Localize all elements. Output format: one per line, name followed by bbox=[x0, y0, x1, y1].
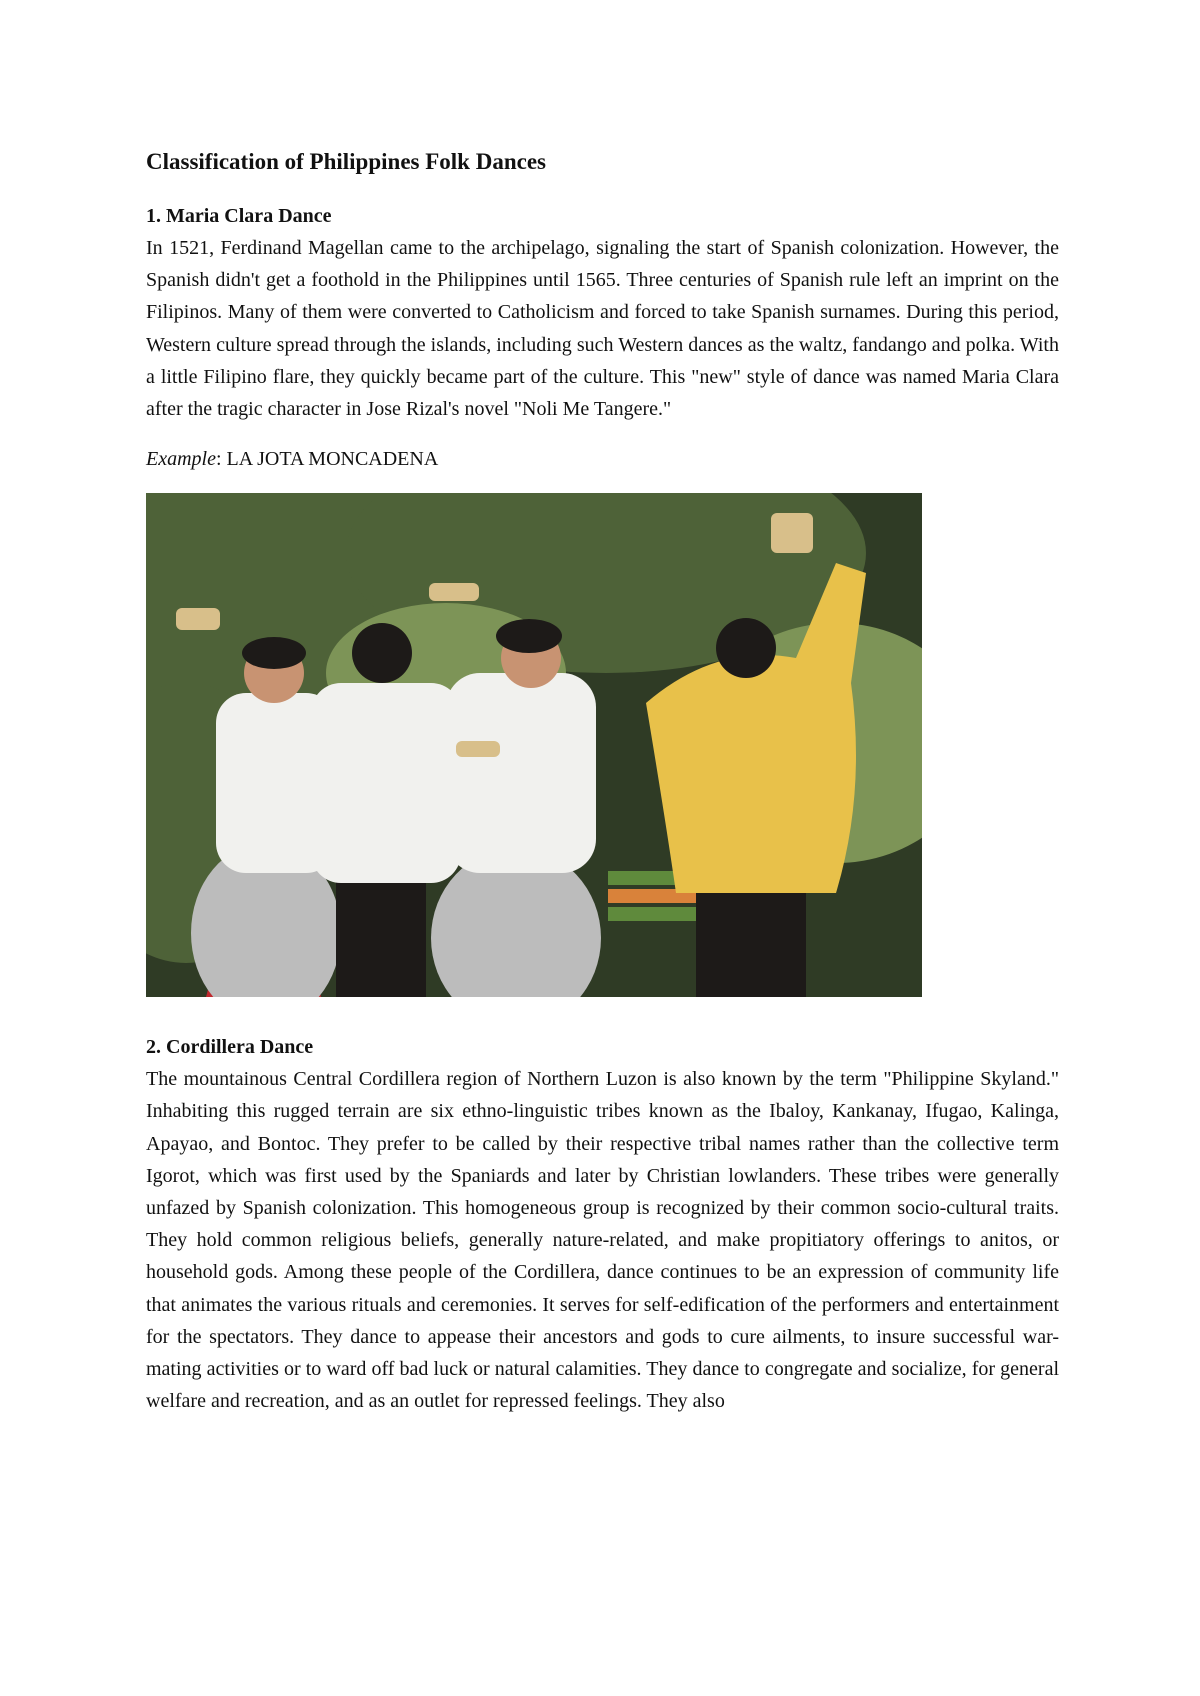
castanet bbox=[456, 741, 500, 757]
section-body: The mountainous Central Cordillera region of Northern Luzon is also known by the term "Philippine Skyland." Inhabiting this rugged terrain are six ethno-linguistic tribes known as the Ibaloy, Kankanay, Ifugao, Kalinga, Apayao, and Bontoc. They prefer to be called by their respective tribal names rather than the collective term Igorot, which was first used by the Spaniards and later by Christian lowlanders. These tribes were generally unfazed by Spanish colonization. This homogeneous group is recognized by their common socio-cultural traits. They hold common religious beliefs, generally nature-related, and make propitiatory offerings to anitos, or household gods. Among these people of the Cordillera, dance continues to be an expression of community life that animates the various rituals and ceremonies. It serves for self-edification of the performers and entertainment for the spectators. They dance to appease their ancestors and gods to cure ailments, to insure successful war-mating activities or to ward off bad luck or natural calamities. They dance to congregate and socialize, for general welfare and recreation, and as an outlet for repressed feelings. They also bbox=[146, 1068, 1059, 1413]
dancer-trousers bbox=[336, 873, 426, 997]
dancer-hair bbox=[496, 619, 562, 653]
dancer-barong bbox=[311, 683, 461, 883]
section-heading: 2. Cordillera Dance bbox=[146, 1036, 314, 1059]
example-value: : LA JOTA MONCADENA bbox=[215, 448, 439, 471]
dancer-hair bbox=[242, 637, 306, 669]
dance-photo-illustration bbox=[146, 493, 922, 997]
example-label: Example bbox=[146, 448, 216, 471]
section-maria-clara bbox=[146, 200, 1059, 997]
dancer-head bbox=[716, 618, 776, 678]
castanet bbox=[176, 608, 220, 630]
document-page bbox=[146, 146, 1059, 1417]
garden-chair bbox=[608, 907, 698, 921]
castanet bbox=[429, 583, 479, 601]
section-cordillera bbox=[146, 1031, 1059, 1417]
dancer-head bbox=[352, 623, 412, 683]
example-line bbox=[146, 443, 1059, 475]
castanet bbox=[771, 513, 813, 553]
section-body: In 1521, Ferdinand Magellan came to the archipelago, signaling the start of Spanish colonization. However, the Spanish didn't get a foothold in the Philippines until 1565. Three centuries of Spanish rule left an imprint on the Filipinos. Many of them were converted to Catholicism and forced to take Spanish surnames. During this period, Western culture spread through the islands, including such Western dances as the waltz, fandango and polka. With a little Filipino flare, they quickly became part of the culture. This "new" style of dance was named Maria Clara after the tragic character in Jose Rizal's novel "Noli Me Tangere." bbox=[146, 237, 1059, 421]
dancer-blouse bbox=[446, 673, 596, 873]
document-title: Classification of Philippines Folk Dances bbox=[146, 149, 546, 174]
dance-photo bbox=[146, 493, 922, 997]
section-heading: 1. Maria Clara Dance bbox=[146, 205, 332, 227]
dancer-trousers bbox=[696, 883, 806, 997]
